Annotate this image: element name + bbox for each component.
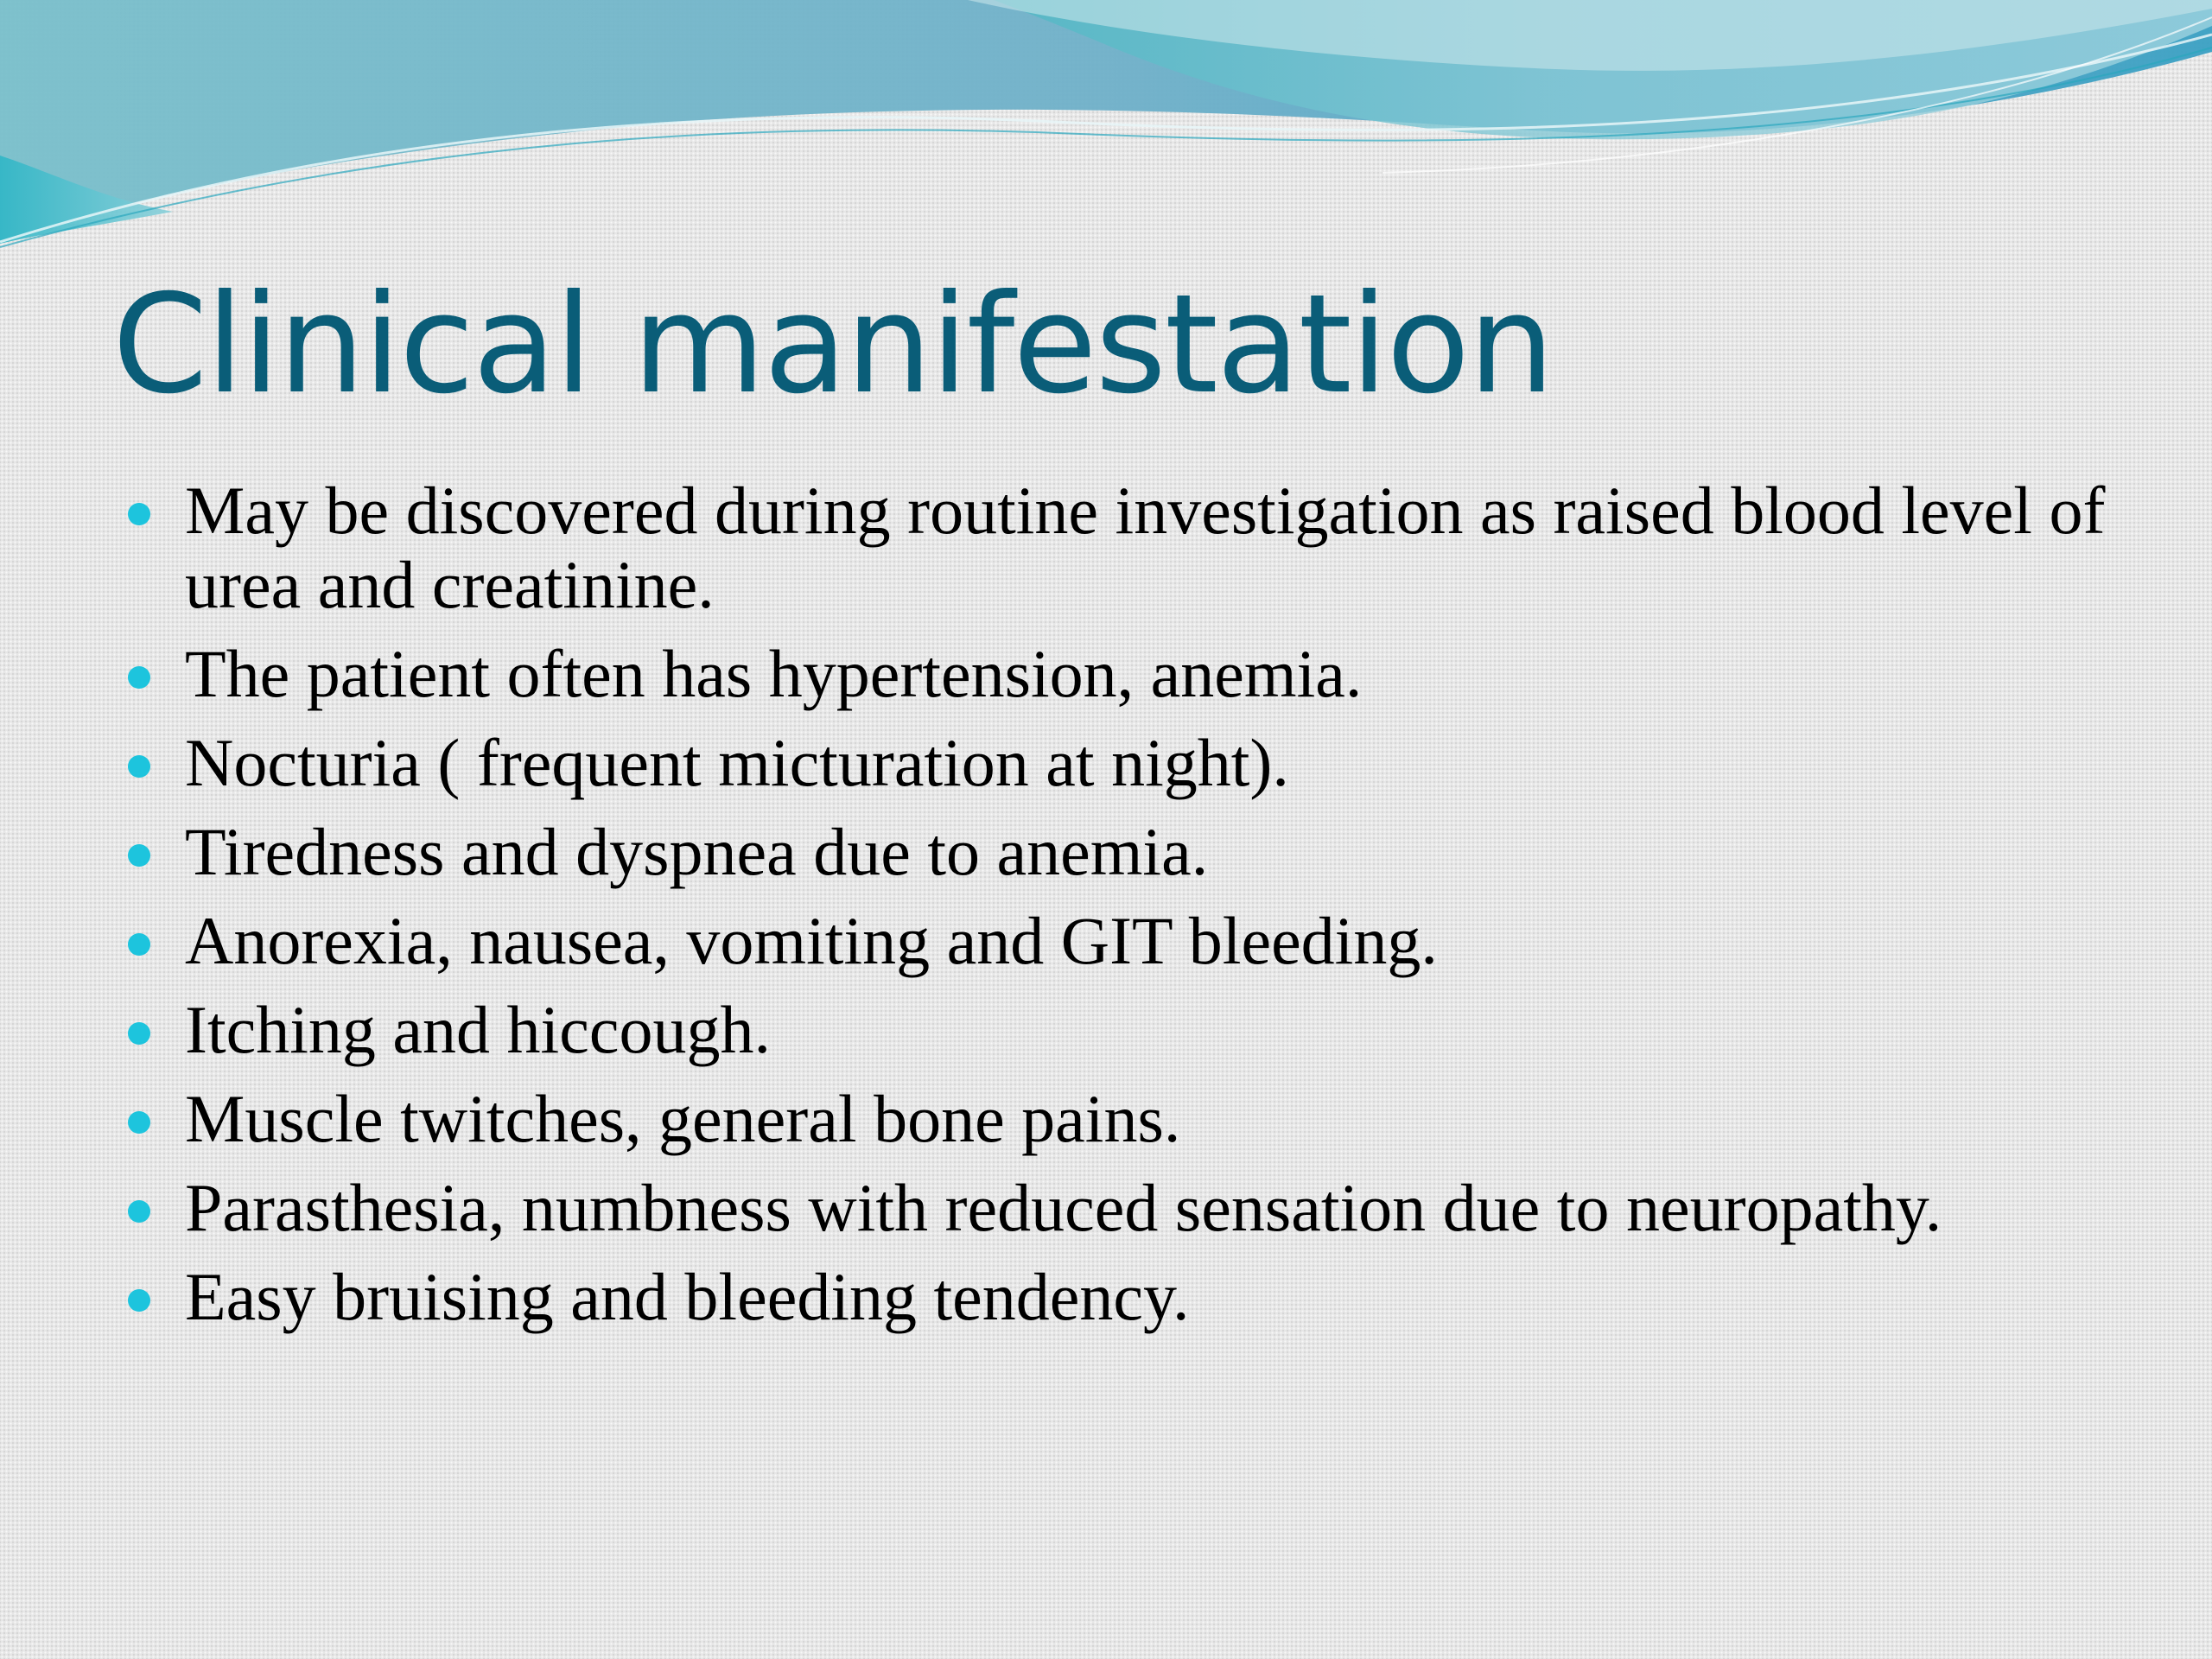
bullet-text: The patient often has hypertension, anemia. bbox=[185, 636, 1363, 711]
bullet-text: Muscle twitches, general bone pains. bbox=[185, 1081, 1181, 1156]
bullet-dot-icon bbox=[128, 666, 150, 689]
list-item bbox=[121, 1082, 2143, 1156]
bullet-dot-icon bbox=[128, 844, 150, 867]
slide-title: Clinical manifestation bbox=[112, 265, 1554, 424]
list-item bbox=[121, 474, 2143, 622]
list-item bbox=[121, 1171, 2143, 1245]
decorative-wave-banner bbox=[0, 0, 2212, 259]
bullet-dot-icon bbox=[128, 1022, 150, 1045]
bullet-list bbox=[121, 474, 2143, 1349]
bullet-text: Parasthesia, numbness with reduced sensation due to neuropathy. bbox=[185, 1170, 1942, 1245]
list-item bbox=[121, 726, 2143, 800]
bullet-text: May be discovered during routine investigation as raised blood level of urea and creatinine. bbox=[185, 473, 2106, 622]
bullet-text: Nocturia ( frequent micturation at night). bbox=[185, 725, 1289, 800]
bullet-dot-icon bbox=[128, 1111, 150, 1134]
bullet-dot-icon bbox=[128, 1200, 150, 1223]
list-item bbox=[121, 637, 2143, 711]
bullet-dot-icon bbox=[128, 503, 150, 525]
bullet-text: Tiredness and dyspnea due to anemia. bbox=[185, 814, 1209, 889]
bullet-dot-icon bbox=[128, 755, 150, 778]
bullet-dot-icon bbox=[128, 1289, 150, 1312]
bullet-text: Anorexia, nausea, vomiting and GIT bleeding. bbox=[185, 903, 1438, 978]
list-item bbox=[121, 815, 2143, 889]
bullet-text: Itching and hiccough. bbox=[185, 992, 771, 1067]
list-item bbox=[121, 904, 2143, 978]
bullet-text: Easy bruising and bleeding tendency. bbox=[185, 1259, 1190, 1334]
list-item bbox=[121, 1260, 2143, 1334]
list-item bbox=[121, 993, 2143, 1067]
bullet-dot-icon bbox=[128, 933, 150, 956]
